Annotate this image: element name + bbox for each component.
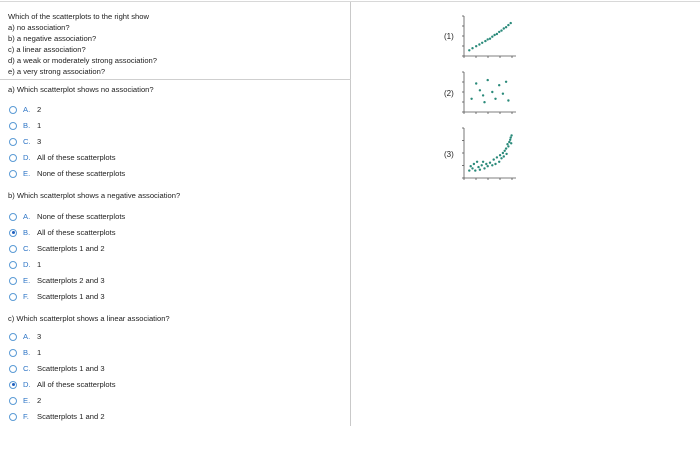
- option-text: 3: [37, 137, 42, 146]
- plot-2-point: [498, 84, 500, 86]
- plot-3-point: [503, 155, 505, 157]
- radio-button[interactable]: [9, 154, 17, 162]
- radio-button[interactable]: [9, 122, 17, 130]
- option-text: All of these scatterplots: [37, 153, 116, 162]
- plot-1-point: [475, 45, 477, 47]
- plot-1-point: [510, 22, 512, 24]
- plot-1-point: [478, 43, 480, 45]
- option-letter: A.: [23, 105, 31, 114]
- radio-button[interactable]: [9, 397, 17, 405]
- plot-1-point: [493, 34, 495, 36]
- intro-item-e: e) a very strong association?: [8, 67, 106, 76]
- question-b-option-d[interactable]: [9, 259, 41, 270]
- option-text: Scatterplots 1 and 3: [37, 364, 105, 373]
- intro-item-d: d) a weak or moderately strong association?: [8, 56, 157, 65]
- radio-button[interactable]: [9, 365, 17, 373]
- option-text: 1: [37, 121, 42, 130]
- option-text: Scatterplots 1 and 2: [37, 412, 105, 421]
- plot-3-point: [502, 152, 504, 154]
- plot-3-point: [510, 136, 512, 138]
- plot-3-point: [489, 162, 491, 164]
- question-b-option-f[interactable]: [9, 291, 105, 302]
- radio-button-selected[interactable]: [9, 381, 17, 389]
- option-text: 2: [37, 396, 42, 405]
- option-text: 2: [37, 105, 42, 114]
- question-c-option-a[interactable]: [9, 331, 41, 342]
- question-panel: [0, 2, 351, 426]
- plot-2-point: [507, 99, 509, 101]
- plot-1-point: [491, 36, 493, 38]
- plot-3-point: [474, 169, 476, 171]
- radio-button[interactable]: [9, 333, 17, 341]
- plot-3-point: [509, 139, 511, 141]
- question-c-option-b[interactable]: [9, 347, 41, 358]
- plot-3-point: [507, 145, 509, 147]
- option-letter: B.: [23, 348, 31, 357]
- plot-3-point: [506, 143, 508, 145]
- radio-button-selected[interactable]: [9, 229, 17, 237]
- option-letter: F.: [23, 292, 29, 301]
- plot-1-point: [503, 27, 505, 29]
- plot-3-point: [499, 154, 501, 156]
- question-b-text: b) Which scatterplot shows a negative association?: [8, 191, 181, 200]
- plot-3-point: [505, 147, 507, 149]
- plot-1-point: [471, 47, 473, 49]
- scatterplot-panel: [438, 8, 548, 188]
- plot-3-point: [481, 164, 483, 166]
- question-b-option-c[interactable]: [9, 243, 105, 254]
- plot-2-point: [475, 82, 477, 84]
- plot-2-point: [491, 91, 493, 93]
- plot-3-point: [470, 165, 472, 167]
- intro-block: [8, 11, 157, 77]
- radio-button[interactable]: [9, 349, 17, 357]
- plot-3-point: [510, 134, 512, 136]
- plot-3-point: [482, 161, 484, 163]
- option-text: 1: [37, 260, 42, 269]
- plot-3-point: [491, 164, 493, 166]
- option-text: All of these scatterplots: [37, 380, 116, 389]
- plot-2-point: [483, 101, 485, 103]
- question-c-option-d[interactable]: [9, 379, 116, 390]
- plot-3-point: [494, 163, 496, 165]
- option-text: All of these scatterplots: [37, 228, 116, 237]
- question-b-option-e[interactable]: [9, 275, 105, 286]
- radio-button[interactable]: [9, 170, 17, 178]
- option-letter: E.: [23, 169, 31, 178]
- question-b-option-b[interactable]: [9, 227, 116, 238]
- option-letter: D.: [23, 153, 31, 162]
- plot-3-point: [505, 153, 507, 155]
- option-letter: B.: [23, 228, 31, 237]
- option-text: Scatterplots 2 and 3: [37, 276, 105, 285]
- option-letter: E.: [23, 276, 31, 285]
- radio-button[interactable]: [9, 293, 17, 301]
- plot-2-point: [494, 98, 496, 100]
- section-divider: [0, 79, 351, 80]
- question-a-option-b[interactable]: [9, 120, 41, 131]
- plot-2-point: [505, 81, 507, 83]
- plot-3-point: [485, 163, 487, 165]
- option-letter: A.: [23, 212, 31, 221]
- plot-3-point: [500, 157, 502, 159]
- plot-2-label: (2): [444, 89, 454, 98]
- plot-3-point: [504, 150, 506, 152]
- question-a-text: a) Which scatterplot shows no association?: [8, 85, 154, 94]
- option-letter: B.: [23, 121, 31, 130]
- question-b-option-a[interactable]: [9, 211, 125, 222]
- intro-item-a: a) no association?: [8, 23, 70, 32]
- plot-2-point: [502, 93, 504, 95]
- plot-1-label: (1): [444, 32, 454, 41]
- plot-3-point: [487, 165, 489, 167]
- question-a-option-d[interactable]: [9, 152, 116, 163]
- option-text: 3: [37, 332, 42, 341]
- intro-item-c: c) a linear association?: [8, 45, 86, 54]
- plot-3-point: [471, 167, 473, 169]
- option-text: 1: [37, 348, 42, 357]
- plot-3-point: [476, 161, 478, 163]
- radio-button[interactable]: [9, 245, 17, 253]
- plot-3-label: (3): [444, 150, 454, 159]
- option-text: Scatterplots 1 and 3: [37, 292, 105, 301]
- option-letter: D.: [23, 260, 31, 269]
- option-text: None of these scatterplots: [37, 169, 126, 178]
- plot-3-point: [468, 169, 470, 171]
- plot-1-point: [505, 26, 507, 28]
- intro-item-b: b) a negative association?: [8, 34, 97, 43]
- intro-title: Which of the scatterplots to the right show: [8, 12, 149, 21]
- plot-1-point: [500, 29, 502, 31]
- question-c-text: c) Which scatterplot shows a linear association?: [8, 314, 170, 323]
- plot-2-point: [479, 89, 481, 91]
- option-text: Scatterplots 1 and 2: [37, 244, 105, 253]
- plot-1-point: [507, 24, 509, 26]
- plot-2-point: [487, 79, 489, 81]
- question-a-option-a[interactable]: [9, 104, 41, 115]
- option-text: None of these scatterplots: [37, 212, 126, 221]
- option-letter: C.: [23, 137, 31, 146]
- plot-3-point: [496, 156, 498, 158]
- question-a-option-e[interactable]: [9, 168, 125, 179]
- plot-2-point: [482, 94, 484, 96]
- radio-button[interactable]: [9, 213, 17, 221]
- plot-1-point: [489, 38, 491, 40]
- radio-button[interactable]: [9, 277, 17, 285]
- plot-1-point: [498, 31, 500, 33]
- scatterplots-svg: [438, 8, 548, 188]
- plot-1-point: [468, 49, 470, 51]
- plot-3-point: [493, 158, 495, 160]
- radio-button[interactable]: [9, 106, 17, 114]
- plot-1-point: [484, 40, 486, 42]
- question-c-option-e[interactable]: [9, 395, 41, 406]
- option-letter: F.: [23, 412, 29, 421]
- plot-3-point: [483, 167, 485, 169]
- plot-2-point: [470, 98, 472, 100]
- option-letter: E.: [23, 396, 31, 405]
- question-c-option-c[interactable]: [9, 363, 105, 374]
- question-a-option-c[interactable]: [9, 136, 41, 147]
- plot-1-point: [487, 38, 489, 40]
- plot-3-point: [473, 163, 475, 165]
- plot-3-point: [510, 142, 512, 144]
- plot-3-point: [498, 161, 500, 163]
- radio-button[interactable]: [9, 261, 17, 269]
- plot-1-point: [481, 42, 483, 44]
- option-letter: C.: [23, 364, 31, 373]
- plot-1-point: [496, 33, 498, 35]
- radio-button[interactable]: [9, 138, 17, 146]
- option-letter: A.: [23, 332, 31, 341]
- option-letter: C.: [23, 244, 31, 253]
- question-c-option-f[interactable]: [9, 411, 105, 422]
- plot-3-point: [477, 166, 479, 168]
- radio-button[interactable]: [9, 413, 17, 421]
- plot-3-point: [479, 169, 481, 171]
- option-letter: D.: [23, 380, 31, 389]
